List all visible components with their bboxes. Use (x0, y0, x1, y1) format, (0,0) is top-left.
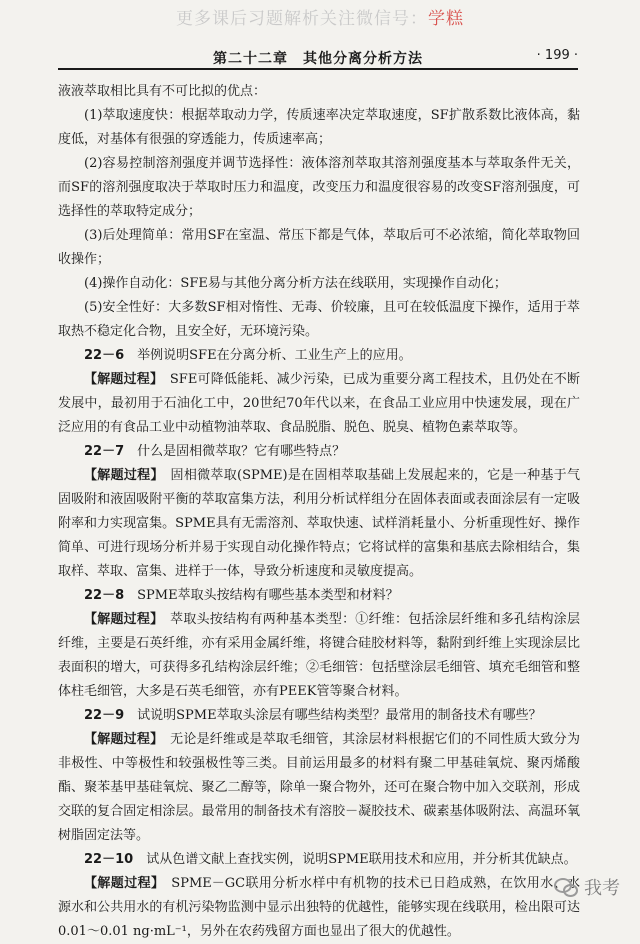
answer-text: 萃取头按结构有两种基本类型：①纤维：包括涂层纤维和多孔结构涂层纤维，主要是石英纤维，亦有采用金属纤维，将键合硅胶材料等，黏附到纤维上实现涂层比表面积的增大，可获得多孔结构涂层纤维；②毛细管：包括壁涂层毛细管、填充毛细管和整体柱毛细管，大多是石英毛细管，亦有PEEK管等聚合材料。 (58, 612, 580, 699)
page-number: · 199 · (536, 48, 578, 63)
answer-text: 无论是纤维或是萃取毛细管，其涂层材料根据它们的不同性质大致分为非极性、中等极性和较强极性等三类。目前运用最多的材料有聚二甲基硅氧烷、聚丙烯酸酯、聚苯基甲基硅氧烷、聚乙二醇等，除单一聚合物外，还可在聚合物中加入交联剂，形成交联的复合固定相涂层。最常用的制备技术有溶胶－凝胶技术、碳素基体吸附法、高温环氧树脂固定法等。 (58, 732, 580, 843)
answer-text: SPME－GC联用分析水样中有机物的技术已日趋成熟，在饮用水、水源水和公共用水的有机污染物监测中显示出独特的优越性，能够实现在线联用，检出限可达0.01～0.01 ng·mL⁻¹，另外在农药残留方面也显出了很大的优越性。 (58, 876, 580, 939)
footer-brand: 我考 (584, 878, 620, 899)
advantage-item: (2)容易控制溶剂强度并调节选择性：液体溶剂萃取其溶剂强度基本与萃取条件无关，而SF的溶剂强度取决于萃取时压力和温度，改变压力和温度很容易的改变SF溶剂强度，可选择性的萃取特定成分； (58, 156, 580, 219)
solution-label: 【解题过程】 (84, 732, 157, 747)
intro-line: 液液萃取相比具有不可比拟的优点： (58, 84, 267, 99)
solution-label: 【解题过程】 (84, 876, 158, 891)
question (58, 584, 580, 608)
question (58, 344, 580, 368)
watermark-text: 更多课后习题解析关注微信号： (176, 9, 428, 29)
question-number: 22－6 (84, 348, 125, 363)
chapter-title: 第二十二章 其他分离分析方法 (213, 51, 423, 67)
answer-text: 固相微萃取(SPME)是在固相萃取基础上发展起来的，它是一种基于气固吸附和液固吸附平衡的萃取富集方法，利用分析试样组分在固体表面或表面涂层有一定吸附率和力实现富集。SPME具有无需溶剂、萃取快速、试样消耗量小、分析重现性好、操作简单、可进行现场分析并易于实现自动化操作特点；它将试样的富集和基底去除相结合，集取样、萃取、富集、进样于一体，导致分析速度和灵敏度提高。 (58, 468, 580, 579)
answer (58, 464, 580, 584)
question (58, 704, 580, 728)
question-text: 举例说明SFE在分离分析、工业生产上的应用。 (137, 348, 412, 363)
question-text: SPME萃取头按结构有哪些基本类型和材料？ (137, 588, 399, 603)
solution-label: 【解题过程】 (84, 612, 157, 627)
answer (58, 728, 580, 848)
answer (58, 368, 580, 440)
footer-watermark (554, 874, 620, 900)
question-number: 22－9 (84, 708, 125, 723)
watermark-brand: 学糕 (428, 9, 464, 29)
watermark-banner (0, 4, 640, 29)
solution-label: 【解题过程】 (84, 468, 158, 483)
advantage-item: (4)操作自动化：SFE易与其他分离分析方法在线联用，实现操作自动化； (84, 276, 507, 291)
page-body (58, 80, 580, 944)
question-text: 试说明SPME萃取头涂层有哪些结构类型？最常用的制备技术有哪些？ (137, 708, 542, 723)
advantage-item: (3)后处理简单：常用SF在室温、常压下都是气体，萃取后可不必浓缩，简化萃取物回收操作； (58, 228, 580, 267)
answer (58, 608, 580, 704)
wechat-icon (554, 878, 578, 896)
answer-text: SFE可降低能耗、减少污染，已成为重要分离工程技术，且仍处在不断发展中，最初用于石油化工中，20世纪70年代以来，在食品工业应用中快速发展，现在广泛应用的有食品工业中动植物油萃取、食品脱脂、脱色、脱臭、植物色素萃取等。 (58, 372, 580, 435)
question-number: 22－8 (84, 588, 125, 603)
running-header (58, 48, 578, 70)
question-text: 什么是固相微萃取？它有哪些特点？ (137, 444, 346, 459)
advantage-item: (1)萃取速度快：根据萃取动力学，传质速率决定萃取速度，SF扩散系数比液体高，黏度低，对基体有很强的穿透能力，传质速率高； (58, 108, 580, 147)
question (58, 440, 580, 464)
question-text: 试从色谱文献上查找实例，说明SPME联用技术和应用，并分析其优缺点。 (146, 852, 577, 867)
question-number: 22－10 (84, 852, 134, 867)
solution-label: 【解题过程】 (84, 372, 157, 387)
advantage-item: (5)安全性好：大多数SF相对惰性、无毒、价较廉，且可在较低温度下操作，适用于萃取热不稳定化合物，且安全好，无环境污染。 (58, 300, 580, 339)
answer (58, 872, 580, 944)
question-number: 22－7 (84, 444, 125, 459)
question (58, 848, 580, 872)
